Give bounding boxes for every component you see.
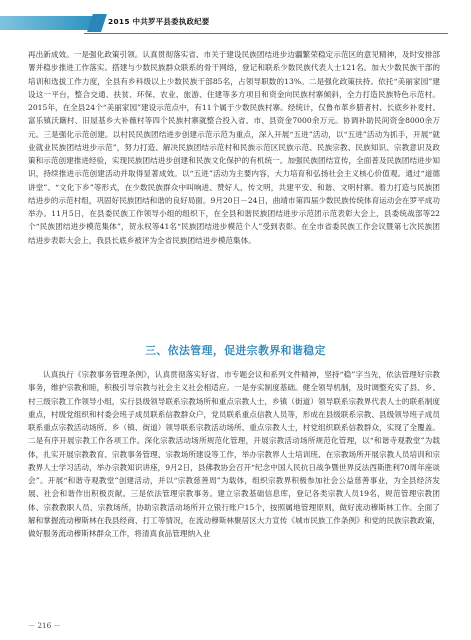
header-title: 2015 中共罗平县委执政纪要 [108,17,210,26]
paragraph-1: 再出新成效。一是强化政策引领。认真贯彻落实省、市关于建设民族团结进步边疆繁荣稳定示范区的意见精神，及时安排部署并稳步推进工作落实。搭建与少数民族群众联系的骨干网络，登记和联系少数民族代表人士121名。加大少数民族干部的培训和选拔工作力度，全县有乡科级以上少数民族干部85名，占领导职数的13%。二是强化政策扶持。依托“美丽家园”建设这一平台，整合交通、扶贫、环保、农业、旅游、住建等多方项目和资金向民族村寨倾斜，全力打造民族特色示范村。2015年，在全县24个“美丽家园”建设示范点中，有11个属于少数民族村寨。经统计，仅鲁布革乡腊者村、长底乡补麦村、富乐镇沃簸村、旧屋基乡大补薇村等四个民族村寨就整合投入省、市、县资金7000余万元。协调补助民间资金8000余万元。三是强化示范创建。以村民民族团结进步创建示范示范为重点，深入开展“五进”活动，以“五进”活动为抓手，开展“就业就业民族团结进步示范”，努力打造、解决民族团结示范村和民族示范区民族示范、民族宗教、民族知识、宗教意识及政策和示范创建推进经验，实现民族团结进步创建和民族文化保护的有机统一。加强民族团结宣传，全面普及民族团结进步知识，持续推进示范创建活动并取得显著成效。以“五进”活动为主要内容，大力培育和弘扬社会主义核心价值观。通过“道德讲堂”、“文化下乡”等形式，在少数民族群众中叫响进、赞好人、传文明，共建平安、和谐、文明村寨。着力打造与民族团结进步的示范村组，巩固好民族团结和谐的良好局面。9月20日－24日，曲靖市第四届少数民族传统体育运动会在罗平成功举办。11月5日，在县委民族工作领导小组的组织下，在全县和谐民族团结进步示范团示范表彰大会上，县委统战部等22个“民族团结进步模范集体”，贺永权等41名“民族团结进步模范个人”受到表彰。在全市省委民族工作会议暨第七次民族团结进步表彰大会上，我县长底乡被评为全省民族团结进步模范集体。 [28,50,440,245]
header-rule [84,33,448,34]
header-color-band [0,16,95,30]
page-number: － 216 － [28,621,61,630]
running-header [0,14,471,34]
section-heading: 三、依法管理，促进宗教界和谐稳定 [145,344,326,357]
paragraph-2: 认真执行《宗教事务管理条例》，认真贯彻落实好省、市专题会议和系列文件精神，坚持“稳”字当先，依法管理好宗教事务，维护宗教和睦，积极引导宗教与社会主义社会相适应。一是夯实制度基础。健全领导机制，及时调整充实了县、乡、村三级宗教工作领导小组，实行县级领导联系宗教场所和重点宗教人士，乡镇（街道）领导联系宗教界代表人士的联系制度重点，村级党组织和村委会班子成员联系信教群众户，党员联系重点信教人员等，形成在县级联系宗教、县级领导班子成员联系重点宗教活动场所、乡（镇、街道）领导联系宗教活动场所、重点宗教人士，村党组织联系信教群众，实现了全覆盖。二是有序开展宗教工作各项工作。深化宗教活动场所规范化管理，开展宗教活动场所规范化管理，以“和谐寺观教堂”为载体，扎实开展宗教教育、宗教事务管理、宗教场所建设等工作，举办宗教界人士培训班、在宗教场所开展宗教人员培训和宗教界人士学习活动，举办宗教知识讲座，9月2日，县佛教协会召开“纪念中国人民抗日战争暨世界反法西斯胜利70周年座谈会”。开展“和谐寺观教堂”创建活动，并以“宗教慈善周”为载体，组织宗教界积极参加社会公益慈善事业，为全县经济发展、社会和谐作出积极贡献。三是依法管理宗教事务。建立宗教基础信息库，登记各类宗教人员19名，规范管理宗教团体、宗教教职人员、宗教场所，协助宗教活动场所开立银行账户15个，按照属地管理原则，做好流动穆斯林工作。全面了解和掌握流动穆斯林在我县经商、打工等情况，在流动穆斯林聚居区大力宣传《城市民族工作条例》和党的民族宗教政策，做好服务流动穆斯林群众工作，将清真食品管理纳入业 [28,370,440,538]
